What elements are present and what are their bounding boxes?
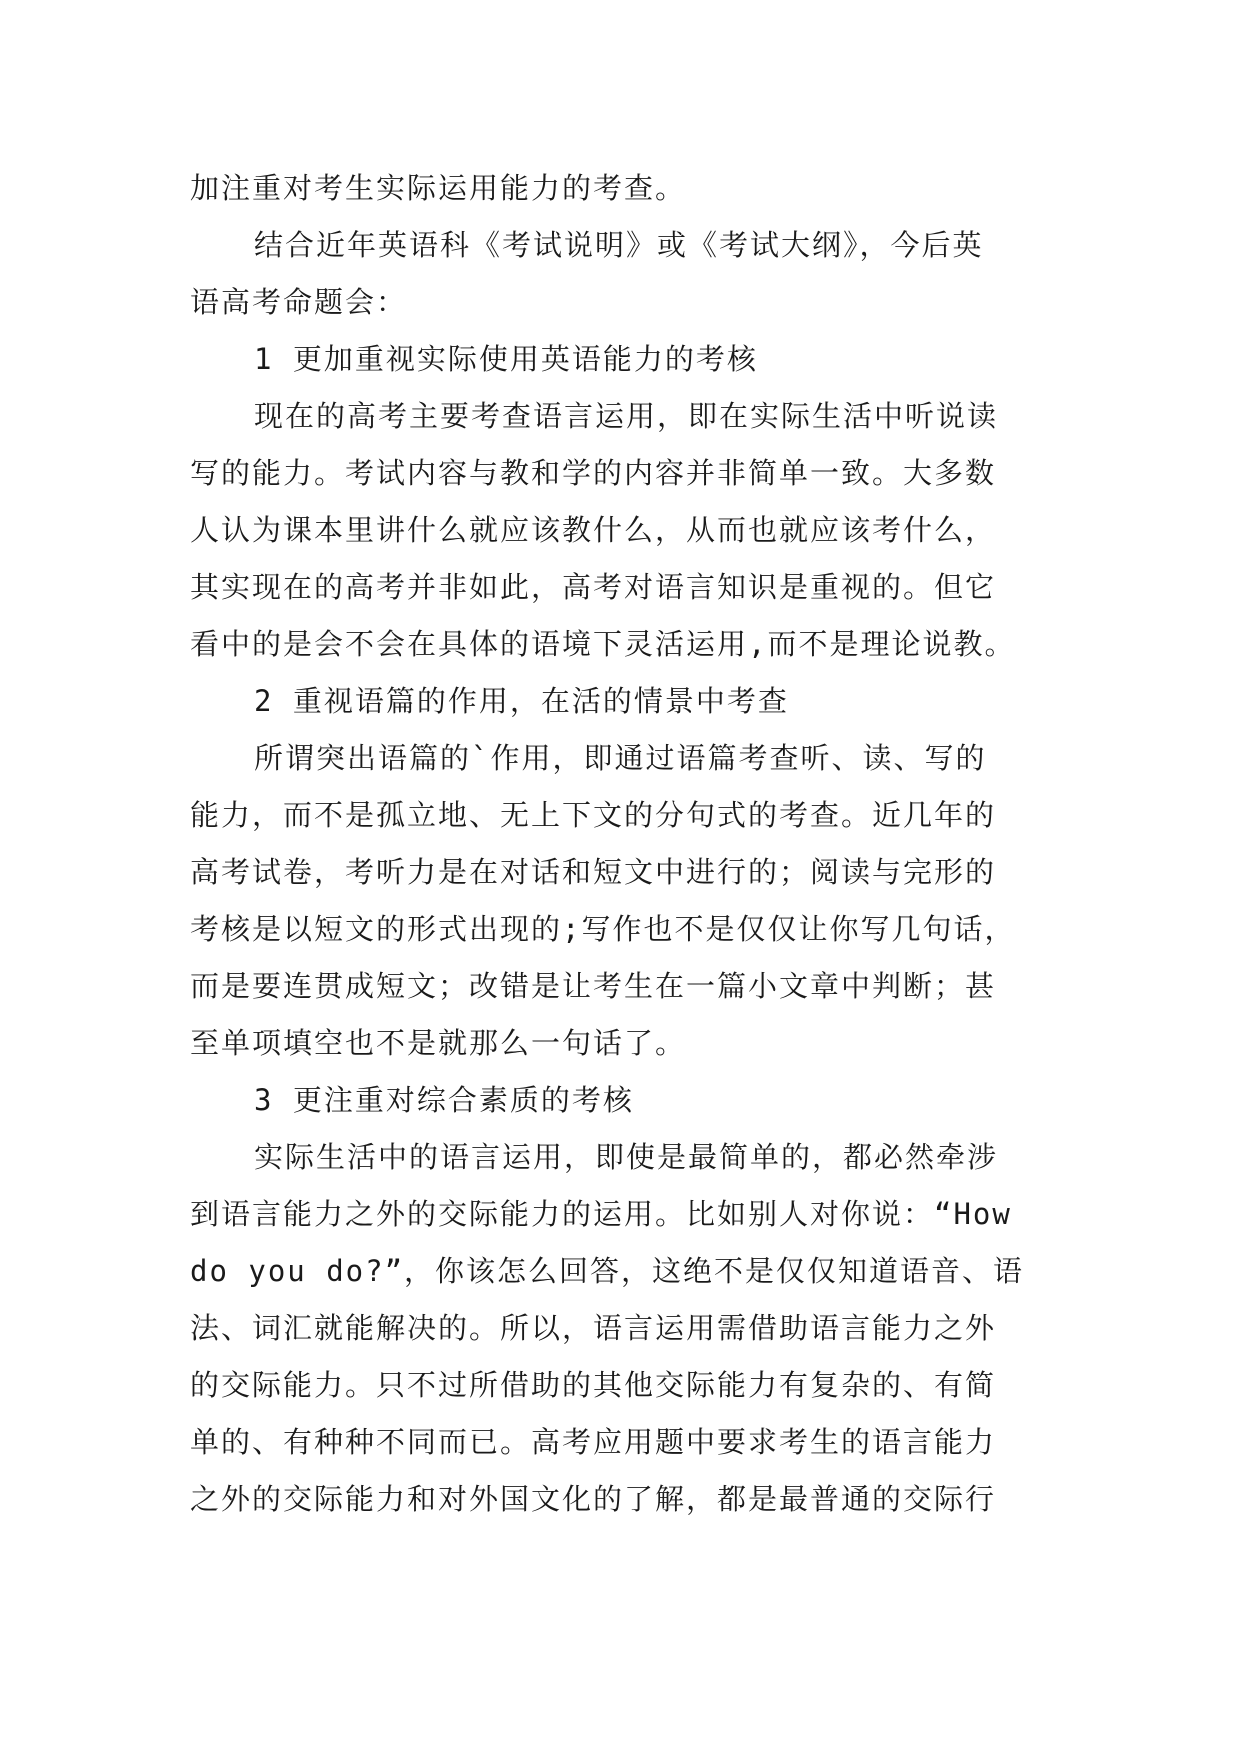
paragraph-line: 而是要连贯成短文；改错是让考生在一篇小文章中判断；甚 — [190, 969, 997, 1003]
section-heading: 1 更加重视实际使用英语能力的考核 — [254, 342, 758, 376]
paragraph-line: 实际生活中的语言运用，即使是最简单的，都必然牵涉 — [254, 1140, 999, 1174]
paragraph-line: 到语言能力之外的交际能力的运用。比如别人对你说：“How — [190, 1197, 1012, 1231]
paragraph-line: 考核是以短文的形式出现的;写作也不是仅仅让你写几句话， — [190, 912, 1016, 946]
paragraph-line: 能力，而不是孤立地、无上下文的分句式的考查。近几年的 — [190, 798, 997, 832]
paragraph-line: 其实现在的高考并非如此，高考对语言知识是重视的。但它 — [190, 570, 997, 604]
paragraph-line: 单的、有种种不同而已。高考应用题中要求考生的语言能力 — [190, 1425, 997, 1459]
document-body — [190, 160, 1050, 1528]
paragraph-line: 写的能力。考试内容与教和学的内容并非简单一致。大多数 — [190, 456, 997, 490]
paragraph-line: 看中的是会不会在具体的语境下灵活运用,而不是理论说教。 — [190, 627, 1016, 661]
paragraph-line: 的交际能力。只不过所借助的其他交际能力有复杂的、有简 — [190, 1368, 997, 1402]
paragraph-line: 至单项填空也不是就那么一句话了。 — [190, 1026, 687, 1060]
paragraph-line: 法、词汇就能解决的。所以，语言运用需借助语言能力之外 — [190, 1311, 997, 1345]
paragraph-line: 现在的高考主要考查语言运用，即在实际生活中听说读 — [254, 399, 999, 433]
section-heading: 2 重视语篇的作用，在活的情景中考查 — [254, 684, 789, 718]
paragraph-line: 高考试卷，考听力是在对话和短文中进行的；阅读与完形的 — [190, 855, 997, 889]
paragraph-line: 之外的交际能力和对外国文化的了解，都是最普通的交际行 — [190, 1482, 997, 1516]
paragraph-line: 语高考命题会： — [190, 285, 408, 319]
paragraph-line: do you do?”，你该怎么回答，这绝不是仅仅知道语音、语 — [190, 1254, 1025, 1288]
paragraph-line: 人认为课本里讲什么就应该教什么，从而也就应该考什么， — [190, 513, 997, 547]
paragraph-line: 加注重对考生实际运用能力的考查。 — [190, 171, 687, 205]
paragraph-line: 结合近年英语科《考试说明》或《考试大纲》，今后英 — [254, 228, 984, 262]
section-heading: 3 更注重对综合素质的考核 — [254, 1083, 634, 1117]
paragraph-line: 所谓突出语篇的`作用，即通过语篇考查听、读、写的 — [254, 741, 987, 775]
